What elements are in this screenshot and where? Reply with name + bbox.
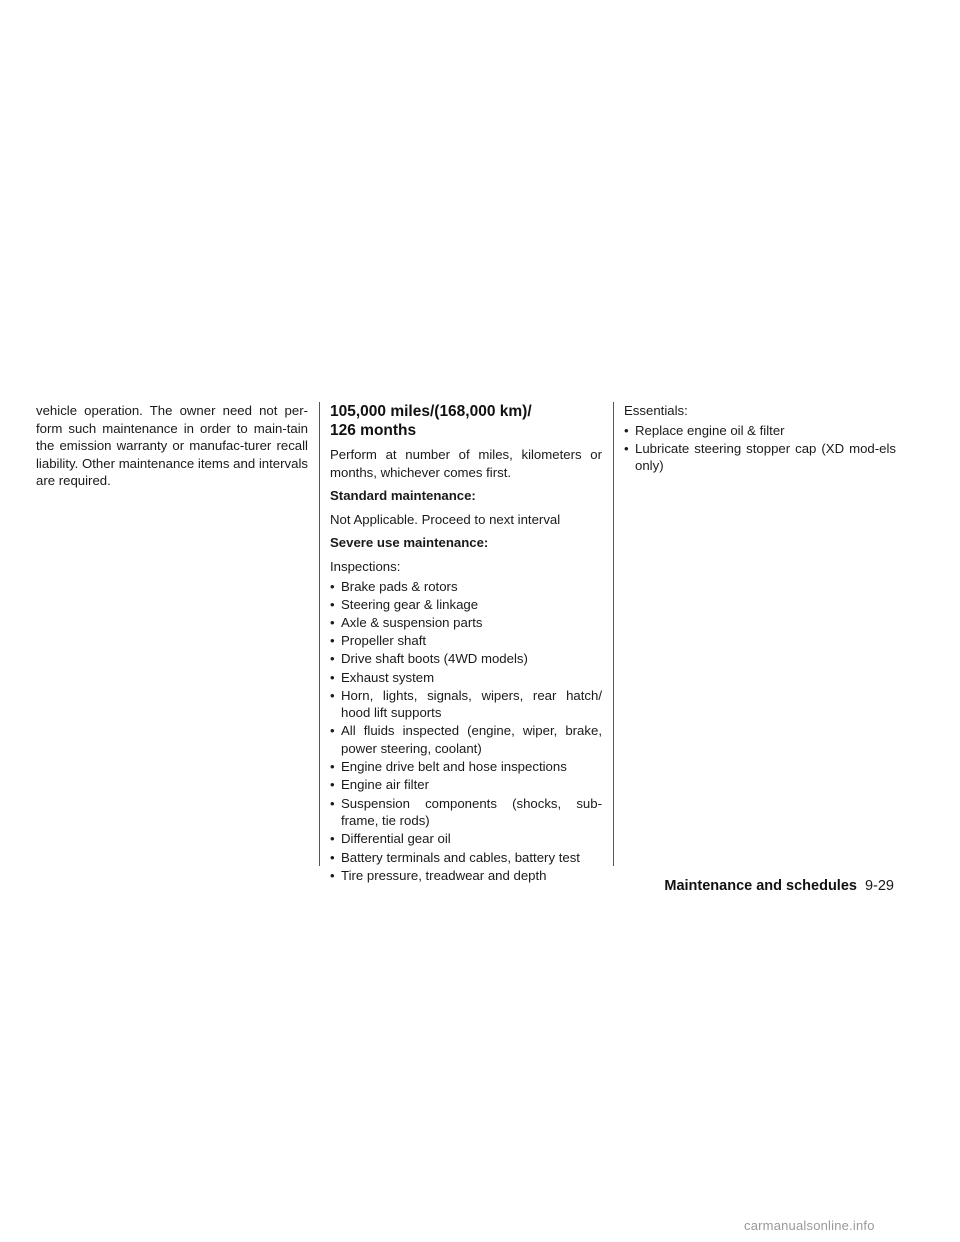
list-item-text: All fluids inspected (engine, wiper, brake, power steering, coolant) [341, 723, 602, 757]
list-item-text: Lubricate steering stopper cap (XD mod-els only) [635, 440, 896, 474]
list-item [330, 722, 602, 757]
interval-intro: Perform at number of miles, kilometers or months, whichever comes first. [330, 447, 602, 480]
bullet-icon: • [330, 723, 335, 739]
section-title: Maintenance and schedules [664, 878, 857, 894]
bullet-icon: • [330, 687, 335, 703]
list-item [330, 687, 602, 722]
interval-heading-line2: 126 months [330, 422, 417, 439]
page-footer [664, 878, 894, 894]
column-3 [624, 402, 896, 476]
inspections-list [330, 578, 602, 885]
list-item-text: Brake pads & rotors [341, 578, 458, 594]
severe-maintenance-label: Severe use maintenance: [330, 535, 489, 551]
list-item-text: Exhaust system [341, 669, 435, 685]
inspections-label: Inspections: [330, 558, 401, 574]
list-item [330, 669, 602, 687]
list-item [330, 596, 602, 614]
list-item [330, 758, 602, 776]
bullet-icon: • [624, 440, 629, 456]
bullet-icon: • [330, 795, 335, 811]
list-item [330, 830, 602, 848]
column-divider-2 [613, 402, 614, 866]
list-item [330, 578, 602, 596]
list-item [624, 422, 896, 440]
list-item-text: Engine air filter [341, 777, 429, 793]
column-1 [36, 402, 308, 490]
interval-heading [330, 402, 602, 440]
list-item [330, 849, 602, 867]
list-item [330, 867, 602, 885]
list-item-text: Horn, lights, signals, wipers, rear hatch/ hood lift supports [341, 687, 602, 721]
standard-maintenance-text: Not Applicable. Proceed to next interval [330, 511, 561, 527]
list-item [330, 650, 602, 668]
bullet-icon: • [330, 596, 335, 612]
list-item-text: Drive shaft boots (4WD models) [341, 651, 528, 667]
list-item-text: Tire pressure, treadwear and depth [341, 867, 547, 883]
list-item [330, 795, 602, 830]
bullet-icon: • [330, 849, 335, 865]
list-item [330, 614, 602, 632]
bullet-icon: • [330, 669, 335, 685]
list-item-text: Axle & suspension parts [341, 614, 483, 630]
bullet-icon: • [330, 777, 335, 793]
column-divider-1 [319, 402, 320, 866]
list-item-text: Replace engine oil & filter [635, 422, 785, 438]
bullet-icon: • [330, 759, 335, 775]
column-2 [330, 402, 602, 885]
standard-maintenance-label: Standard maintenance: [330, 488, 476, 504]
continued-paragraph: vehicle operation. The owner need not per-form such maintenance in order to main-tain the emission warranty or manufac-turer recall liability. Other maintenance items and intervals are required. [36, 403, 308, 489]
list-item-text: Engine drive belt and hose inspections [341, 759, 567, 775]
bullet-icon: • [330, 633, 335, 649]
list-item [330, 632, 602, 650]
bullet-icon: • [330, 578, 335, 594]
essentials-label: Essentials: [624, 403, 688, 418]
watermark: carmanualsonline.info [744, 1218, 875, 1233]
bullet-icon: • [330, 867, 335, 883]
list-item-text: Battery terminals and cables, battery test [341, 849, 580, 865]
bullet-icon: • [624, 422, 629, 438]
list-item-text: Suspension components (shocks, sub-frame, tie rods) [341, 795, 602, 829]
interval-heading-line1: 105,000 miles/(168,000 km)/ [330, 403, 532, 420]
page-number: 9-29 [864, 878, 894, 894]
bullet-icon: • [330, 651, 335, 667]
bullet-icon: • [330, 614, 335, 630]
list-item-text: Propeller shaft [341, 633, 427, 649]
list-item-text: Steering gear & linkage [341, 596, 479, 612]
essentials-list [624, 422, 896, 475]
bullet-icon: • [330, 831, 335, 847]
list-item-text: Differential gear oil [341, 831, 451, 847]
list-item [330, 776, 602, 794]
list-item [624, 440, 896, 475]
